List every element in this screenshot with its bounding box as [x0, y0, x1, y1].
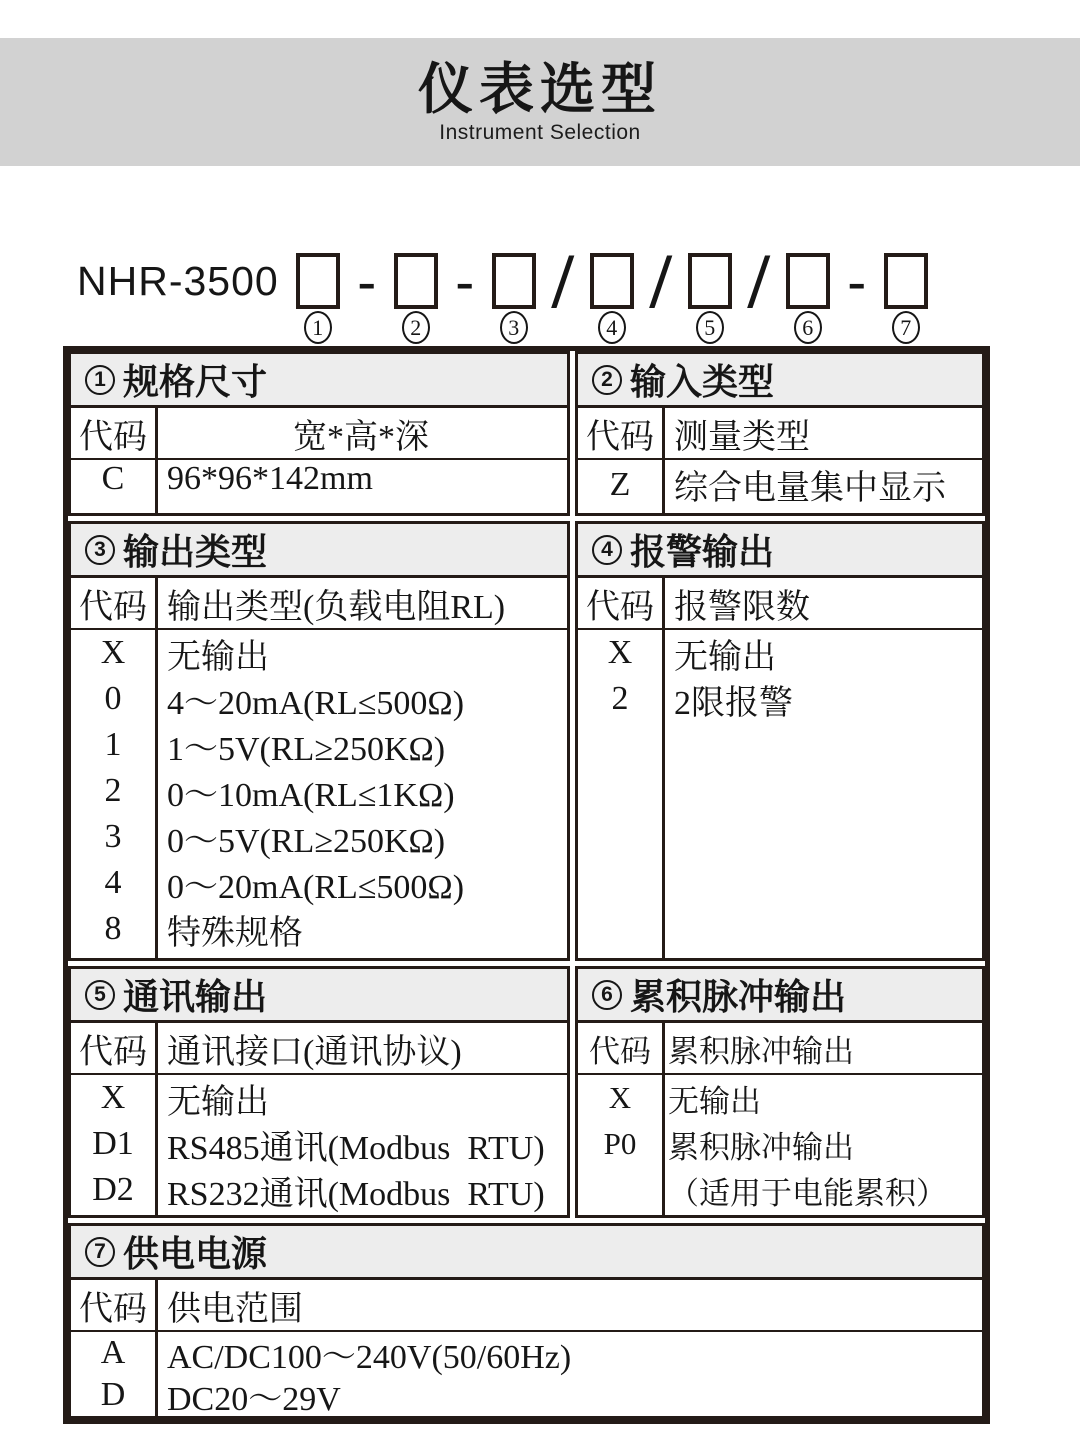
column-header-row [578, 408, 982, 460]
row-description: 0～5V(RL≥250KΩ) [167, 822, 446, 860]
code-box-7 [884, 253, 928, 309]
row-description: 无输出 [167, 1083, 269, 1121]
code-box-4 [590, 253, 634, 309]
section-body [71, 1280, 982, 1416]
section-header [578, 969, 982, 1023]
row-code: D1 [92, 1125, 134, 1162]
desc-column-header: 测量类型 [674, 418, 810, 456]
model-slot-2 [391, 253, 441, 344]
section-title: 报警输出 [630, 531, 775, 572]
position-marker-2: 2 [402, 311, 430, 344]
column-header-row [71, 578, 567, 630]
section-title: 规格尺寸 [123, 361, 268, 402]
section-rows [71, 1332, 982, 1416]
row-description: 累积脉冲输出 [668, 1129, 854, 1165]
section-rows [578, 460, 982, 509]
desc-column-header: 累积脉冲输出 [668, 1033, 854, 1069]
page-title: 仪表选型 [417, 57, 662, 120]
row-description: AC/DC100～240V(50/60Hz) [167, 1338, 572, 1376]
section-body [578, 408, 982, 513]
row-code: X [607, 634, 633, 671]
table-row [578, 460, 982, 509]
row-code: D [100, 1376, 126, 1413]
row-code: 2 [104, 772, 122, 809]
section-number-icon: 6 [592, 980, 622, 1010]
section-title: 输入类型 [630, 361, 775, 402]
table-row [578, 1121, 982, 1167]
section-title: 累积脉冲输出 [630, 976, 847, 1017]
row-description: RS485通讯(Modbus RTU) [167, 1129, 545, 1167]
table-row [71, 676, 567, 722]
table-row [71, 1121, 567, 1167]
position-marker-4: 4 [598, 311, 626, 344]
row-code: 3 [104, 818, 122, 855]
row-code: 4 [104, 864, 122, 901]
row-description: 综合电量集中显示 [674, 470, 946, 507]
page-header-band [0, 38, 1080, 166]
section-rows [71, 630, 567, 952]
section-rows [71, 1075, 567, 1213]
section-body [71, 408, 567, 513]
section-pulse-output [575, 966, 985, 1218]
row-code: D2 [92, 1171, 134, 1208]
section-number-icon: 2 [592, 365, 622, 395]
row-code: A [100, 1334, 126, 1371]
row-code: X [100, 634, 126, 671]
row-code: C [101, 460, 125, 497]
desc-column-header: 宽*高*深 [293, 418, 429, 456]
section-number-icon: 7 [85, 1237, 115, 1267]
section-communication-output [68, 966, 570, 1218]
position-marker-3: 3 [500, 311, 528, 344]
column-header-row [578, 578, 982, 630]
section-body [578, 578, 982, 958]
section-title: 输出类型 [123, 531, 268, 572]
table-row [71, 768, 567, 814]
row-description: 2限报警 [674, 684, 793, 722]
table-row [71, 1075, 567, 1121]
row-description: 4～20mA(RL≤500Ω) [167, 684, 465, 722]
section-number-icon: 3 [85, 535, 115, 565]
row-description: 0～20mA(RL≤500Ω) [167, 868, 465, 906]
table-row [71, 906, 567, 952]
section-header [71, 1226, 982, 1280]
row-description: 特殊规格 [167, 914, 303, 952]
desc-column-header: 通讯接口(通讯协议) [167, 1033, 462, 1071]
code-box-3 [492, 253, 536, 309]
section-header [578, 524, 982, 578]
column-header-row [71, 1023, 567, 1075]
row-code: P0 [603, 1126, 637, 1161]
section-title: 通讯输出 [123, 976, 268, 1017]
row-code: X [608, 1080, 632, 1115]
code-box-1 [296, 253, 340, 309]
column-header-row [71, 408, 567, 460]
row-description: RS232通讯(Modbus RTU) [167, 1175, 545, 1213]
table-row [71, 630, 567, 676]
row-description: DC20～29V [167, 1380, 341, 1418]
model-slot-3 [489, 253, 539, 344]
section-output-type [68, 521, 570, 961]
column-header-row [578, 1023, 982, 1075]
model-slot-7 [881, 253, 931, 344]
desc-column-header: 供电范围 [167, 1290, 303, 1328]
table-row [71, 1167, 567, 1213]
code-column-header: 代码 [589, 1033, 651, 1069]
row-code: X [100, 1079, 126, 1116]
model-code-line [77, 237, 1080, 344]
row-code: 8 [104, 910, 122, 947]
section-title: 供电电源 [123, 1233, 268, 1274]
table-row [578, 630, 982, 676]
row-description: 1～5V(RL≥250KΩ) [167, 730, 446, 768]
model-separator: - [455, 251, 474, 311]
section-rows [578, 630, 982, 722]
section-body [71, 578, 567, 958]
row-code: Z [609, 465, 631, 503]
desc-column-header: 输出类型(负载电阻RL) [167, 588, 506, 626]
row-description: 0～10mA(RL≤1KΩ) [167, 776, 455, 814]
column-header-row [71, 1280, 982, 1332]
code-column-header: 代码 [586, 588, 654, 626]
section-number-icon: 1 [85, 365, 115, 395]
section-header [71, 354, 567, 408]
section-header [71, 524, 567, 578]
model-separator: / [649, 237, 672, 324]
section-number-icon: 4 [592, 535, 622, 565]
code-box-2 [394, 253, 438, 309]
table-row [578, 1075, 982, 1121]
code-box-5 [688, 253, 732, 309]
section-number-icon: 5 [85, 980, 115, 1010]
model-separator: - [357, 251, 376, 311]
table-row [71, 814, 567, 860]
table-row [71, 460, 567, 498]
section-rows [578, 1075, 982, 1213]
page-subtitle: Instrument Selection [439, 121, 641, 145]
position-marker-7: 7 [892, 311, 920, 344]
code-column-header: 代码 [586, 418, 654, 456]
row-description: 96*96*142mm [167, 460, 373, 497]
model-slot-6 [783, 253, 833, 344]
row-description: 无输出 [167, 638, 269, 676]
section-power-supply [68, 1223, 985, 1419]
section-rows [71, 460, 567, 498]
section-input-type [575, 351, 985, 516]
position-marker-1: 1 [304, 311, 332, 344]
desc-column-header: 报警限数 [674, 588, 810, 626]
model-slot-1 [293, 253, 343, 344]
selection-table [63, 346, 990, 1424]
model-slot-5 [685, 253, 735, 344]
model-slot-4 [587, 253, 637, 344]
section-header [578, 354, 982, 408]
table-row [578, 1167, 982, 1213]
row-code: 0 [104, 680, 122, 717]
section-header [71, 969, 567, 1023]
table-row [71, 1374, 982, 1416]
section-body [71, 1023, 567, 1215]
row-description: （适用于电能累积） [668, 1175, 947, 1211]
code-column-header: 代码 [79, 418, 147, 456]
position-marker-5: 5 [696, 311, 724, 344]
model-separator: - [847, 251, 866, 311]
code-column-header: 代码 [79, 1290, 147, 1328]
position-marker-6: 6 [794, 311, 822, 344]
model-prefix: NHR-3500 [77, 258, 279, 304]
code-column-header: 代码 [79, 1033, 147, 1071]
row-code: 1 [104, 726, 122, 763]
table-row [71, 860, 567, 906]
section-body [578, 1023, 982, 1215]
table-row [71, 722, 567, 768]
table-row [71, 1332, 982, 1374]
model-separator: / [747, 237, 770, 324]
row-description: 无输出 [674, 638, 776, 676]
model-separator: / [551, 237, 574, 324]
section-spec-size [68, 351, 570, 516]
row-description: 无输出 [668, 1083, 761, 1119]
code-box-6 [786, 253, 830, 309]
table-row [578, 676, 982, 722]
row-code: 2 [611, 680, 629, 717]
section-alarm-output [575, 521, 985, 961]
code-column-header: 代码 [79, 588, 147, 626]
